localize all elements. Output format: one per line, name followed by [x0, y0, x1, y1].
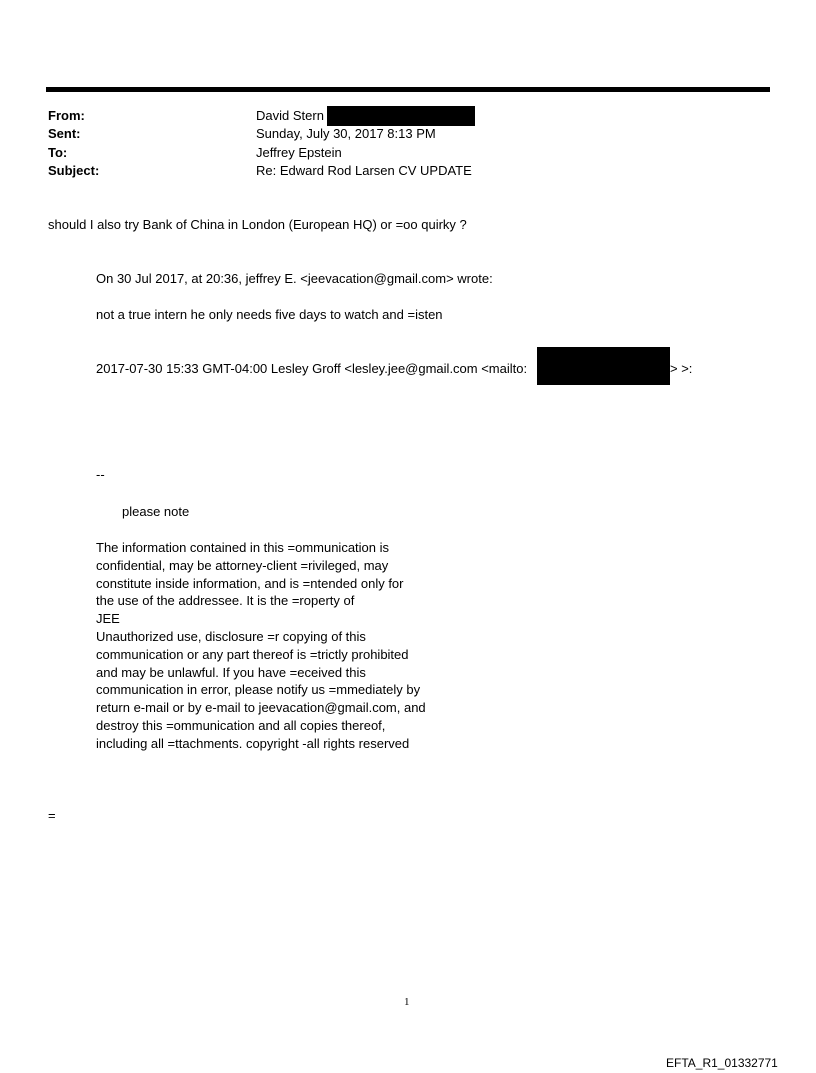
from-label: From:: [48, 108, 85, 123]
body-line: should I also try Bank of China in London (European HQ) or =oo quirky ?: [48, 217, 467, 232]
please-note: please note: [122, 504, 190, 519]
disclaimer-line: confidential, may be attorney-client =rivileged, may: [96, 557, 389, 573]
disclaimer-line: constitute inside information, and is =ntended only for: [96, 575, 404, 591]
to-value: Jeffrey Epstein: [256, 145, 342, 160]
disclaimer-line: return e-mail or by e-mail to jeevacation@gmail.com, and: [96, 700, 426, 716]
quote-text: not a true intern he only needs five days to watch and =isten: [96, 307, 443, 322]
nested-header-suffix: > >:: [670, 361, 693, 376]
disclaimer-line: Unauthorized use, disclosure =r copying of this: [96, 628, 366, 644]
header-rule: [46, 87, 770, 92]
redaction-box: [537, 347, 670, 385]
subject-value: Re: Edward Rod Larsen CV UPDATE: [256, 163, 472, 178]
sent-label: Sent:: [48, 126, 81, 141]
page-number: 1: [404, 996, 410, 1008]
disclaimer: [96, 539, 426, 753]
disclaimer-line: destroy this =ommunication and all copies thereof,: [96, 717, 386, 733]
disclaimer-line: JEE: [96, 611, 120, 627]
signature-dash: --: [96, 467, 105, 482]
disclaimer-line: communication or any part thereof is =trictly prohibited: [96, 646, 409, 662]
disclaimer-line: communication in error, please notify us =mmediately by: [96, 682, 421, 698]
sent-value: Sunday, July 30, 2017 8:13 PM: [256, 126, 436, 141]
bates-number: EFTA_R1_01332771: [666, 1056, 778, 1070]
subject-label: Subject:: [48, 163, 100, 178]
redaction-box: [327, 106, 475, 126]
disclaimer-line: The information contained in this =ommunication is: [96, 540, 390, 555]
quote-intro: On 30 Jul 2017, at 20:36, jeffrey E. <jeevacation@gmail.com> wrote:: [96, 271, 493, 286]
end-mark: =: [48, 808, 56, 823]
from-value: David Stern: [256, 108, 324, 123]
disclaimer-line: and may be unlawful. If you have =eceived this: [96, 664, 366, 680]
disclaimer-line: the use of the addressee. It is the =roperty of: [96, 593, 355, 609]
nested-header-prefix: 2017-07-30 15:33 GMT-04:00 Lesley Groff <lesley.jee@gmail.com <mailto:: [96, 361, 528, 376]
disclaimer-line: including all =ttachments. copyright -all rights reserved: [96, 735, 410, 751]
to-label: To:: [48, 145, 68, 160]
